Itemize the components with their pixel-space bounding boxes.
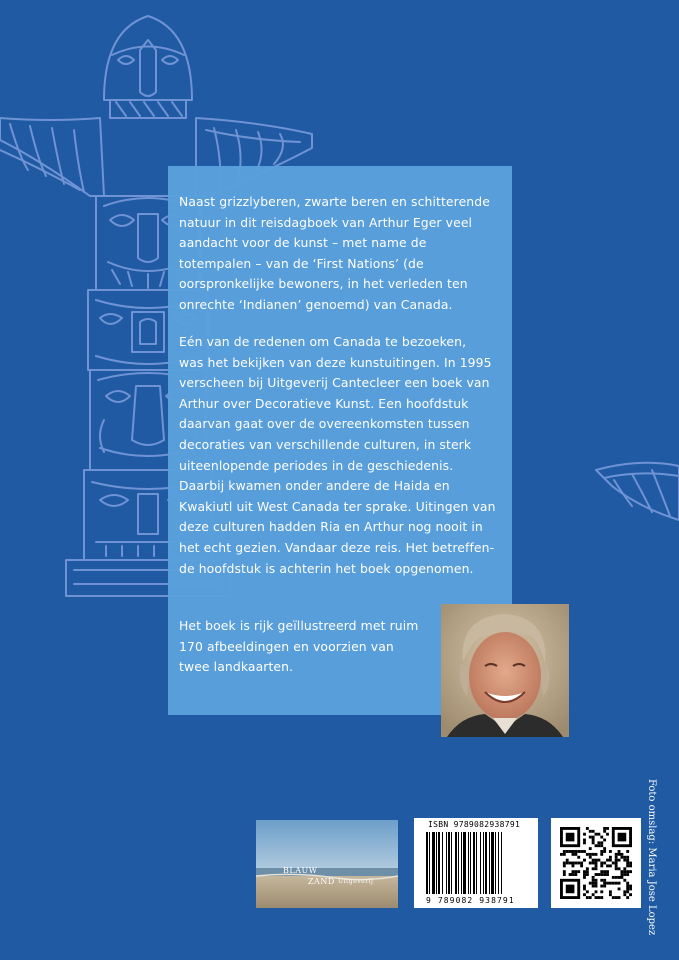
qr-module (586, 896, 589, 899)
qr-module (586, 827, 589, 830)
qr-module (563, 870, 566, 873)
barcode-icon (426, 832, 526, 894)
qr-module (600, 885, 603, 888)
qr-module (589, 853, 592, 856)
qr-module (626, 850, 629, 853)
qr-module (618, 850, 621, 853)
barcode-bar (489, 832, 490, 894)
qr-module (569, 873, 572, 876)
qr-module (603, 839, 606, 842)
qr-module (592, 862, 595, 865)
qr-module (600, 853, 603, 856)
qr-module (600, 896, 603, 899)
qr-module (629, 862, 632, 865)
qr-module (583, 859, 586, 862)
qr-module (592, 885, 595, 888)
qr-module (583, 839, 586, 842)
qr-module (623, 859, 626, 862)
qr-module (600, 890, 603, 893)
qr-module (623, 856, 626, 859)
qr-module (623, 879, 626, 882)
qr-module (612, 862, 615, 865)
qr-module (589, 882, 592, 885)
qr-module (597, 859, 600, 862)
qr-module (586, 867, 589, 870)
barcode-bar (455, 832, 457, 894)
barcode-bar (485, 832, 487, 894)
qr-module (580, 862, 583, 865)
qr-module (589, 862, 592, 865)
barcode-bar (495, 832, 496, 894)
qr-module (623, 870, 626, 873)
qr-module (626, 890, 629, 893)
barcode-bar (442, 832, 443, 894)
qr-module (572, 862, 575, 865)
qr-code-icon (560, 827, 632, 899)
qr-module (595, 833, 598, 836)
qr-module (597, 896, 600, 899)
publisher-logo (256, 820, 398, 908)
qr-module (620, 876, 623, 879)
qr-module (572, 853, 575, 856)
barcode-bar (476, 832, 477, 894)
qr-module (586, 873, 589, 876)
qr-module (629, 864, 632, 867)
qr-module (603, 827, 606, 830)
qr-module (620, 853, 623, 856)
qr-module (615, 876, 618, 879)
qr-module (589, 896, 592, 899)
qr-module (615, 896, 618, 899)
qr-module (600, 841, 603, 844)
barcode-bar (463, 832, 466, 894)
qr-module (626, 885, 629, 888)
qr-module (592, 841, 595, 844)
qr-module (566, 859, 569, 862)
barcode-bar (491, 832, 494, 894)
qr-module (566, 862, 569, 865)
qr-module (595, 885, 598, 888)
barcode-bar (426, 832, 428, 894)
qr-module (569, 850, 572, 853)
qr-module (563, 850, 566, 853)
qr-module (592, 893, 595, 896)
portrait-icon (441, 604, 569, 737)
qr-module (600, 844, 603, 847)
qr-module (572, 850, 575, 853)
qr-module (626, 864, 629, 867)
qr-module (577, 856, 580, 859)
qr-module (595, 864, 598, 867)
qr-module (603, 862, 606, 865)
qr-module (592, 879, 595, 882)
qr-module (586, 890, 589, 893)
barcode-bar (473, 832, 475, 894)
qr-module (583, 887, 586, 890)
qr-module (574, 870, 577, 873)
qr-module (620, 870, 623, 873)
qr-module (592, 839, 595, 842)
barcode-bar (436, 832, 437, 894)
qr-module (609, 856, 612, 859)
qr-module (595, 844, 598, 847)
qr-module (563, 853, 566, 856)
qr-module (595, 879, 598, 882)
qr-module (592, 853, 595, 856)
qr-module (583, 876, 586, 879)
qr-module (603, 830, 606, 833)
barcode-bar (480, 832, 481, 894)
logo-word-uitgeverij: Uitgeverij (338, 878, 374, 885)
qr-module (615, 864, 618, 867)
illustrations-paragraph: Het boek is rijk geïllustreerd met ruim 170 afbeeldingen en voorzien van twee landkaarten. (179, 618, 419, 675)
qr-module (620, 856, 623, 859)
qr-module (626, 896, 629, 899)
qr-module (583, 850, 586, 853)
barcode-bar (446, 832, 447, 894)
qr-module (623, 867, 626, 870)
qr-module (569, 862, 572, 865)
qr-module (595, 896, 598, 899)
qr-module (615, 856, 618, 859)
qr-module (572, 870, 575, 873)
barcode-bar (429, 832, 430, 894)
qr-module (606, 827, 609, 830)
qr-module (618, 896, 621, 899)
qr-module (600, 850, 603, 853)
qr-module (597, 844, 600, 847)
qr-module (612, 876, 615, 879)
qr-module (615, 882, 618, 885)
qr-module (600, 862, 603, 865)
barcode-bar (438, 832, 440, 894)
qr-module (606, 833, 609, 836)
qr-module (592, 859, 595, 862)
qr-module (566, 833, 575, 842)
beach-photo-icon (256, 820, 398, 908)
qr-module (629, 885, 632, 888)
qr-module (595, 867, 598, 870)
qr-module (606, 873, 609, 876)
isbn-label: ISBN 9789082938791 (428, 820, 521, 829)
qr-module (623, 873, 626, 876)
isbn-barcode (414, 818, 538, 908)
qr-module (574, 853, 577, 856)
qr-module (603, 879, 606, 882)
qr-module (606, 859, 609, 862)
qr-module (589, 830, 592, 833)
qr-module (595, 859, 598, 862)
qr-module (623, 890, 626, 893)
qr-module (563, 862, 566, 865)
qr-module (595, 882, 598, 885)
qr-module (592, 836, 595, 839)
qr-module (618, 867, 621, 870)
qr-module (583, 841, 586, 844)
qr-module (597, 873, 600, 876)
qr-module (574, 873, 577, 876)
qr-module (609, 859, 612, 862)
qr-module (574, 862, 577, 865)
qr-module (583, 833, 586, 836)
qr-module (603, 870, 606, 873)
qr-module (580, 864, 583, 867)
barcode-bar (498, 832, 499, 894)
barcode-bar (432, 832, 435, 894)
qr-module (572, 873, 575, 876)
qr-module (592, 876, 595, 879)
qr-module (577, 862, 580, 865)
qr-module (615, 862, 618, 865)
qr-module (589, 847, 592, 850)
qr-module (629, 893, 632, 896)
qr-module (595, 873, 598, 876)
qr-module (600, 879, 603, 882)
qr-module (592, 882, 595, 885)
qr-module (620, 873, 623, 876)
qr-module (629, 870, 632, 873)
photo-credit (646, 779, 670, 949)
qr-module (592, 830, 595, 833)
qr-module (612, 882, 615, 885)
qr-module (606, 870, 609, 873)
qr-module (566, 850, 569, 853)
qr-module (577, 870, 580, 873)
qr-module (603, 873, 606, 876)
barcode-bar (470, 832, 471, 894)
qr-module (618, 887, 621, 890)
barcode-bar (501, 832, 502, 894)
qr-module (572, 864, 575, 867)
qr-module (603, 847, 606, 850)
qr-module (626, 882, 629, 885)
qr-module (626, 862, 629, 865)
qr-module (612, 896, 615, 899)
qr-module (615, 853, 618, 856)
qr-module (595, 862, 598, 865)
barcode-bar (483, 832, 484, 894)
photo-credit-text: Foto omslag: Maria Jose Lopez (646, 779, 657, 936)
qr-module (618, 859, 621, 862)
qr-module (574, 850, 577, 853)
qr-module (618, 833, 627, 842)
barcode-bar (461, 832, 462, 894)
qr-module (586, 853, 589, 856)
qr-module (583, 870, 586, 873)
qr-module (615, 867, 618, 870)
qr-module (609, 893, 612, 896)
qr-module (615, 859, 618, 862)
qr-module (583, 893, 586, 896)
barcode-bar (468, 832, 469, 894)
intro-paragraph: Naast grizzlyberen, zwarte beren en schitterende natuur in dit reisdagboek van Arthur Eger veel aandacht voor de kunst – met name de totempalen – van de ‘First Nations’ (de oorspronkelijke bewoners, in het verleden ten onrechte ‘Indianen’ genoemd) van Canada. (179, 194, 490, 312)
logo-word-blauw: BLAUW (283, 866, 318, 875)
qr-module (626, 856, 629, 859)
barcode-bar (451, 832, 452, 894)
qr-module (600, 873, 603, 876)
isbn-digits: 9 789082 938791 (426, 896, 515, 905)
qr-module (586, 870, 589, 873)
qr-module (626, 859, 629, 862)
qr-module (609, 850, 612, 853)
qr-module (580, 850, 583, 853)
qr-module (595, 853, 598, 856)
qr-module (577, 850, 580, 853)
qr-module (597, 841, 600, 844)
qr-module (583, 885, 586, 888)
qr-module (626, 870, 629, 873)
author-photo (441, 604, 569, 737)
qr-module (566, 885, 575, 894)
qr-module (626, 873, 629, 876)
qr-module (618, 876, 621, 879)
background-paragraph: Eén van de redenen om Canada te bezoeken, was het bekijken van deze kunstuitingen. In 1995 verscheen bij Uitgeverij Cantecleer een boek van Arthur over Decoratieve Kunst. Een hoofdstuk daarvan gaat over de overeenkomsten tussen decoraties van verschillende culturen, in sterk uiteenlopende periodes in de geschiedenis. Daarbij kwamen onder andere de Haida en Kwakiutl uit West Canada ter sprake. Uitingen van deze culturen hadden Ria en Arthur nog nooit in het echt gezien. Vandaar deze reis. Het betreffen- de hoofdstuk is achterin het boek opgenomen. (179, 334, 496, 576)
qr-module (629, 887, 632, 890)
barcode-bar (458, 832, 459, 894)
qr-module (603, 882, 606, 885)
qr-module (623, 893, 626, 896)
qr-module (597, 833, 600, 836)
logo-word-zand: ZAND (308, 877, 335, 886)
qr-module (618, 882, 621, 885)
qr-module (600, 836, 603, 839)
qr-module (609, 882, 612, 885)
qr-module (560, 853, 563, 856)
barcode-bar (448, 832, 450, 894)
qr-module (589, 856, 592, 859)
qr-module (592, 867, 595, 870)
qr-module (595, 890, 598, 893)
qr-module (606, 864, 609, 867)
qr-module (583, 873, 586, 876)
qr-module (603, 850, 606, 853)
qr-code (551, 818, 641, 908)
qr-module (603, 885, 606, 888)
qr-module (600, 870, 603, 873)
qr-module (563, 864, 566, 867)
qr-module (589, 836, 592, 839)
qr-module (618, 853, 621, 856)
qr-module (563, 873, 566, 876)
qr-module (609, 864, 612, 867)
qr-module (609, 890, 612, 893)
qr-module (600, 864, 603, 867)
qr-module (626, 887, 629, 890)
qr-module (606, 882, 609, 885)
